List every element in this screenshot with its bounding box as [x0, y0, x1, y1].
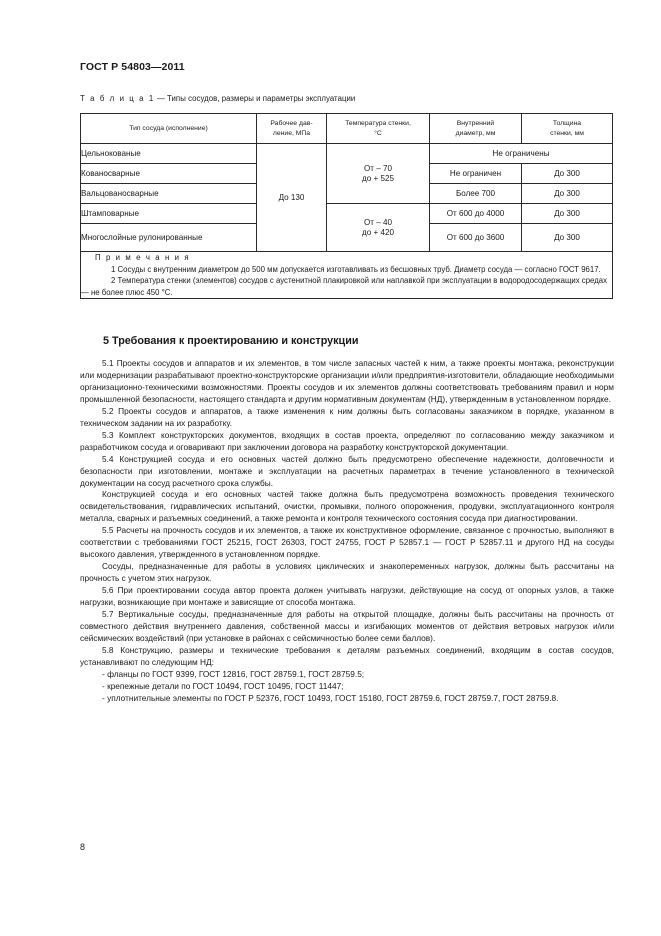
list-item: - уплотнительные элементы по ГОСТ Р 52376, ГОСТ 10493, ГОСТ 15180, ГОСТ 28759.6, ГОСТ 28759.7, ГОСТ 28759.8. — [102, 692, 559, 703]
paragraph: Конструкцией сосуда и его основных частей также должна быть предусмотрена возможность проведения технического освидетельствования, гидравлических испытаний, очистки, промывки, полного опорожнения, продувки, эксплуатационного контроля металла, сварных и разъемных соединений, а также ремонта и контроля технического состояния сосуда при диагностировании. — [80, 489, 614, 524]
thickness-cell: До 300 — [522, 224, 613, 252]
table-notes — [81, 252, 613, 299]
type-cell: Кованосварные — [81, 164, 257, 184]
table-row — [81, 204, 613, 224]
table-notes-row — [81, 252, 613, 299]
column-header-thickness: Толщина стенки, мм — [522, 114, 613, 144]
pressure-cell: До 130 — [257, 144, 327, 252]
type-cell: Цельнокованые — [81, 144, 257, 164]
document-header: ГОСТ Р 54803—2011 — [80, 61, 185, 73]
temperature-cell-b: От – 40 до + 420 — [327, 204, 430, 252]
paragraph: 5.2 Проекты сосудов и аппаратов, а также изменения к ним должны быть согласованы заказчиком в порядке, указанном в техническом задании на их разработку. — [80, 405, 614, 428]
temperature-cell-a: От – 70 до + 525 — [327, 144, 430, 204]
vessel-types-table — [80, 113, 613, 299]
column-header-diameter: Внутренний диаметр, мм — [430, 114, 522, 144]
table-caption-label: Т а б л и ц а 1 — [80, 94, 155, 103]
paragraph: 5.3 Комплект конструкторских документов, входящих в состав проекта, определяют по согласованию между заказчиком и разработчиком сосуда и оговаривают при заключении договора на разработку конструкторской документации. — [80, 429, 614, 452]
paragraph: Сосуды, предназначенные для работы в условиях циклических и знакопеременных нагрузок, должны быть рассчитаны на прочность с учетом этих нагрузок. — [80, 561, 614, 584]
paragraph: 5.1 Проекты сосудов и аппаратов и их элементов, в том числе запасных частей к ним, а также проекты монтажа, реконструкции или модернизации разрабатывают проектно-конструкторские организации и/или предприятия-изготовители, обладающие необходимыми организационно-техническими возможностями. Проекты сосудов и их элементов должны соответствовать требованиям правил и норм промышленной безопасности, настоящего стандарта и другим нормативным документам (НД), утвержденным в установленном порядке. — [80, 358, 614, 404]
list-item: - фланцы по ГОСТ 9399, ГОСТ 12816, ГОСТ 28759.1, ГОСТ 28759.5; — [102, 668, 365, 679]
paragraph: 5.7 Вертикальные сосуды, предназначенные для работы на открытой площадке, должны быть рассчитаны на прочность от совместного действия внутреннего давления, собственной массы и изгибающих моментов от действия ветровых нагрузок и/или сейсмических воздействий (при установке в районах с сейсмичностью более семи баллов). — [80, 609, 614, 643]
column-header-pressure: Рабочее дав- ление, МПа — [257, 114, 327, 144]
paragraph: 5.4 Конструкцией сосуда и его основных частей должно быть предусмотрено обеспечение надежности, долговечности и безопасности при изготовлении, монтаже и эксплуатации на расчетных параметрах в течение установленного в технической документации на сосуд расчетного срока службы. — [80, 453, 614, 488]
diameter-cell: От 600 до 4000 — [430, 204, 522, 224]
thickness-cell: До 300 — [522, 184, 613, 204]
type-cell: Вальцованосварные — [81, 184, 257, 204]
type-cell: Штамповарные — [81, 204, 257, 224]
table-header-row — [81, 114, 613, 144]
diameter-thickness-cell: Не ограничены — [430, 144, 613, 164]
column-header-temperature: Температура стенки, °С — [327, 114, 430, 144]
note-item: 1 Сосуды с внутренним диаметром до 500 мм допускается изготавливать из бесшовных труб. Диаметр сосуда — согласно ГОСТ 9617. — [111, 264, 601, 274]
body-text — [80, 358, 614, 705]
section-title: 5 Требования к проектированию и конструкции — [103, 335, 359, 347]
diameter-cell: Более 700 — [430, 184, 522, 204]
thickness-cell: До 300 — [522, 204, 613, 224]
list-item: - крепежные детали по ГОСТ 10494, ГОСТ 10495, ГОСТ 11447; — [102, 680, 344, 691]
table-caption-text: — Типы сосудов, размеры и параметры эксплуатации — [154, 94, 356, 103]
type-cell: Многослойные рулонированные — [81, 224, 257, 252]
paragraph: 5.5 Расчеты на прочность сосудов и их элементов, а также их конструктивное оформление, связанное с прочностью, выполняют в соответствии с требованиями ГОСТ 25215, ГОСТ 26303, ГОСТ 24755, ГОСТ Р 52857.1 — ГОСТ Р 52857.11 и другого НД на сосуды высокого давления, утвержденного в установленном порядке. — [80, 525, 614, 560]
table-row — [81, 144, 613, 164]
table-caption — [80, 94, 355, 103]
column-header-type: Тип сосуда (исполнение) — [81, 114, 257, 144]
notes-heading: П р и м е ч а н и я — [95, 253, 191, 262]
paragraph: 5.8 Конструкцию, размеры и технические требования к деталям разъемных соединений, входящим в состав сосудов, устанавливают по следующим НД: — [80, 644, 614, 667]
note-item: 2 Температура стенки (элементов) сосудов с аустенитной плакировкой или наплавкой при эксплуатации в водородосодержащих средах — не более плюс 450 °С. — [81, 276, 607, 297]
diameter-cell: От 600 до 3600 — [430, 224, 522, 252]
diameter-cell: Не ограничен — [430, 164, 522, 184]
page-number: 8 — [80, 842, 86, 852]
thickness-cell: До 300 — [522, 164, 613, 184]
paragraph: 5.6 При проектировании сосуда автор проекта должен учитывать нагрузки, действующие на сосуд от опорных узлов, а также нагрузки, возникающие при монтаже и зависящие от способа монтажа. — [80, 585, 614, 608]
